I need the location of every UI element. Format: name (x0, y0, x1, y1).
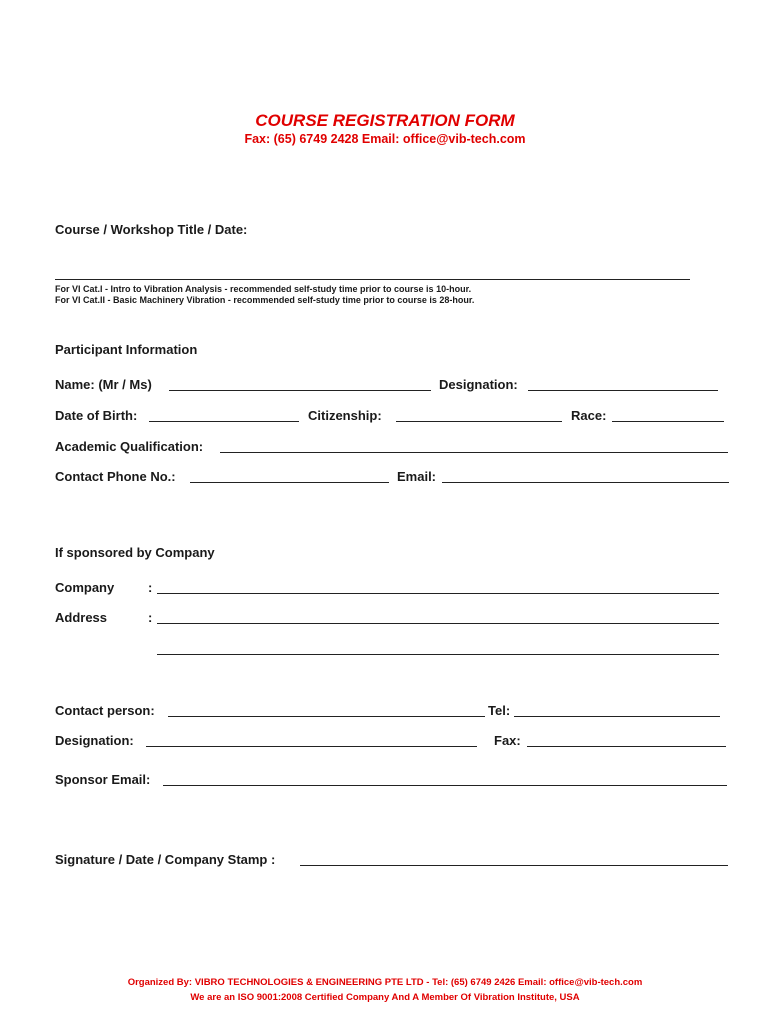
course-title-field[interactable] (55, 279, 690, 280)
sponsor-fax-label: Fax: (494, 733, 521, 748)
designation-label: Designation: (439, 377, 518, 392)
course-title-label: Course / Workshop Title / Date: (55, 222, 248, 237)
name-label: Name: (Mr / Ms) (55, 377, 152, 392)
address-label: Address (55, 610, 108, 625)
company-colon: : (148, 580, 153, 595)
contact-person-label: Contact person: (55, 703, 155, 718)
footer-certification: We are an ISO 9001:2008 Certified Company And A Member Of Vibration Institute, USA (190, 992, 580, 1003)
sponsor-email-label: Sponsor Email: (55, 772, 151, 787)
participant-heading: Participant Information (55, 342, 198, 357)
academic-qualification-label: Academic Qualification: (55, 439, 204, 454)
academic-qualification-field[interactable] (220, 452, 728, 453)
citizenship-label: Citizenship: (308, 408, 382, 423)
sponsor-designation-field[interactable] (146, 746, 477, 747)
form-title: COURSE REGISTRATION FORM (255, 111, 515, 130)
contact-phone-label: Contact Phone No.: (55, 469, 176, 484)
email-label: Email: (397, 469, 437, 484)
sponsor-tel-label: Tel: (488, 703, 511, 718)
course-note-cat2: For VI Cat.II - Basic Machinery Vibration - recommended self-study time prior to course is 28-hour. (55, 295, 475, 305)
address-colon: : (148, 610, 153, 625)
company-label: Company (55, 580, 115, 595)
designation-field[interactable] (528, 390, 718, 391)
dob-field[interactable] (149, 421, 299, 422)
course-note-cat1: For VI Cat.I - Intro to Vibration Analysis - recommended self-study time prior to course is 10-hour. (55, 284, 472, 294)
name-field[interactable] (169, 390, 431, 391)
sponsor-fax-field[interactable] (527, 746, 726, 747)
contact-person-field[interactable] (168, 716, 485, 717)
race-field[interactable] (612, 421, 724, 422)
company-field[interactable] (157, 593, 719, 594)
dob-label: Date of Birth: (55, 408, 138, 423)
email-field[interactable] (442, 482, 729, 483)
signature-label: Signature / Date / Company Stamp : (55, 852, 276, 867)
contact-phone-field[interactable] (190, 482, 389, 483)
signature-field[interactable] (300, 865, 728, 866)
address-field-line1[interactable] (157, 623, 719, 624)
form-contact-subtitle: Fax: (65) 6749 2428 Email: office@vib-tech.com (244, 132, 526, 146)
address-field-line2[interactable] (157, 654, 719, 655)
sponsor-tel-field[interactable] (514, 716, 720, 717)
citizenship-field[interactable] (396, 421, 562, 422)
sponsor-designation-label: Designation: (55, 733, 134, 748)
sponsor-email-field[interactable] (163, 785, 727, 786)
footer-organizer: Organized By: VIBRO TECHNOLOGIES & ENGINEERING PTE LTD - Tel: (65) 6749 2426 Email: office@vib-tech.com (127, 977, 643, 988)
race-label: Race: (571, 408, 607, 423)
sponsor-heading: If sponsored by Company (55, 545, 215, 560)
